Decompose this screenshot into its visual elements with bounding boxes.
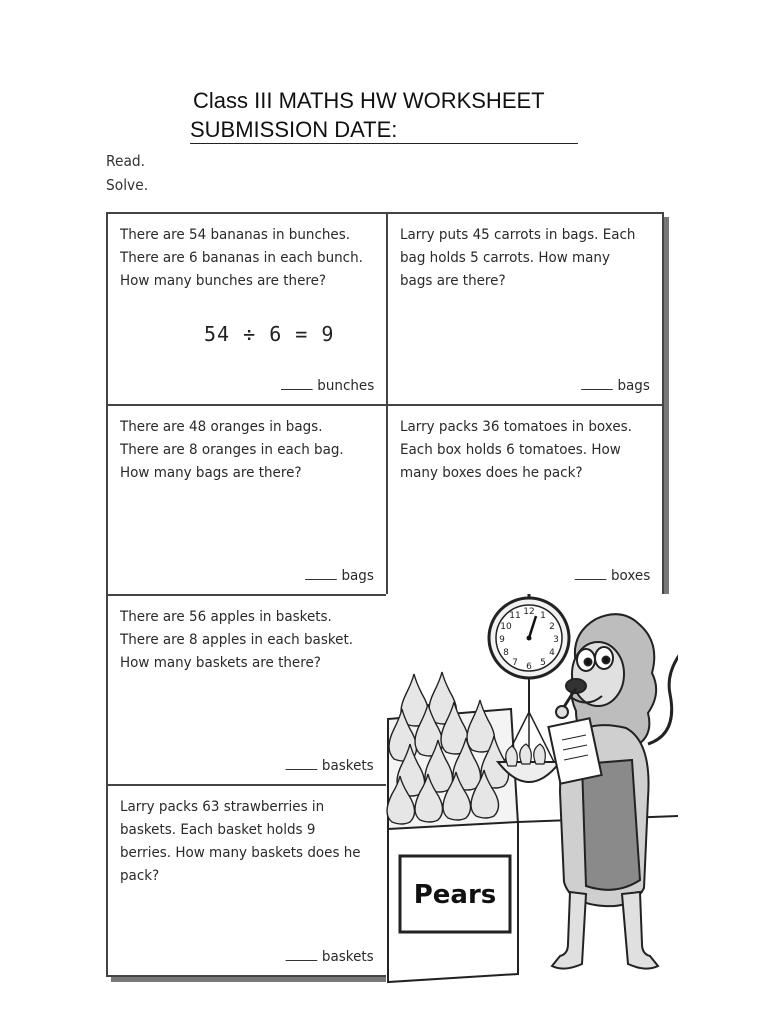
problem-cell xyxy=(108,406,388,596)
lion-grocer-illustration xyxy=(386,594,678,989)
answer-blank[interactable] xyxy=(574,567,606,580)
dial-number: 1 xyxy=(540,611,546,621)
problem-cell xyxy=(108,214,388,406)
answer-blank[interactable] xyxy=(581,377,613,390)
problem-text: There are 48 oranges in bags. There are 8 oranges in each bag. How many bags are there? xyxy=(120,419,344,481)
answer-line[interactable] xyxy=(574,567,650,584)
answer-line[interactable] xyxy=(286,757,374,774)
answer-line[interactable] xyxy=(581,377,650,394)
problem-cell xyxy=(108,786,388,975)
answer-unit: boxes xyxy=(610,568,650,584)
dial-number: 12 xyxy=(523,607,535,617)
answer-unit: baskets xyxy=(322,949,374,965)
worked-example: 54 ÷ 6 = 9 xyxy=(204,322,335,346)
instruction-read: Read. xyxy=(106,152,146,170)
dial-number: 8 xyxy=(503,648,509,658)
answer-unit: baskets xyxy=(322,758,374,774)
dial-number: 2 xyxy=(549,622,555,632)
problem-text: Larry packs 36 tomatoes in boxes. Each box holds 6 tomatoes. How many boxes does he pack? xyxy=(400,419,632,481)
problem-cell xyxy=(388,214,662,406)
problem-text: There are 54 bananas in bunches. There are 6 bananas in each bunch. How many bunches are there? xyxy=(120,227,363,289)
dial-number: 9 xyxy=(499,635,505,645)
answer-unit: bags xyxy=(617,378,650,394)
problem-text: Larry puts 45 carrots in bags. Each bag holds 5 carrots. How many bags are there? xyxy=(400,227,636,289)
problem-text: There are 56 apples in baskets. There are 8 apples in each basket. How many baskets are there? xyxy=(120,609,354,671)
answer-line[interactable] xyxy=(281,377,374,394)
dial-number: 7 xyxy=(512,658,518,668)
answer-unit: bags xyxy=(341,568,374,584)
answer-blank[interactable] xyxy=(286,948,318,961)
dial-number: 3 xyxy=(553,635,559,645)
answer-line[interactable] xyxy=(305,567,374,584)
problem-cell xyxy=(388,406,662,596)
dial-number: 4 xyxy=(549,648,555,658)
submission-date-line: SUBMISSION DATE: xyxy=(190,117,578,144)
answer-line[interactable] xyxy=(286,948,374,965)
problem-text: Larry packs 63 strawberries in baskets. Each basket holds 9 berries. How many baskets does he pack? xyxy=(120,799,361,884)
dial-number: 6 xyxy=(526,662,532,672)
answer-blank[interactable] xyxy=(286,757,318,770)
problem-cell xyxy=(108,596,388,786)
dial-number: 10 xyxy=(500,622,512,632)
dial-number: 11 xyxy=(509,611,521,621)
answer-blank[interactable] xyxy=(281,377,313,390)
pears-sign: Pears xyxy=(413,880,497,910)
instruction-solve: Solve. xyxy=(106,176,149,194)
answer-unit: bunches xyxy=(317,378,374,394)
answer-blank[interactable] xyxy=(305,567,337,580)
worksheet-title: Class III MATHS HW WORKSHEET xyxy=(193,88,545,113)
dial-number: 5 xyxy=(540,658,546,668)
